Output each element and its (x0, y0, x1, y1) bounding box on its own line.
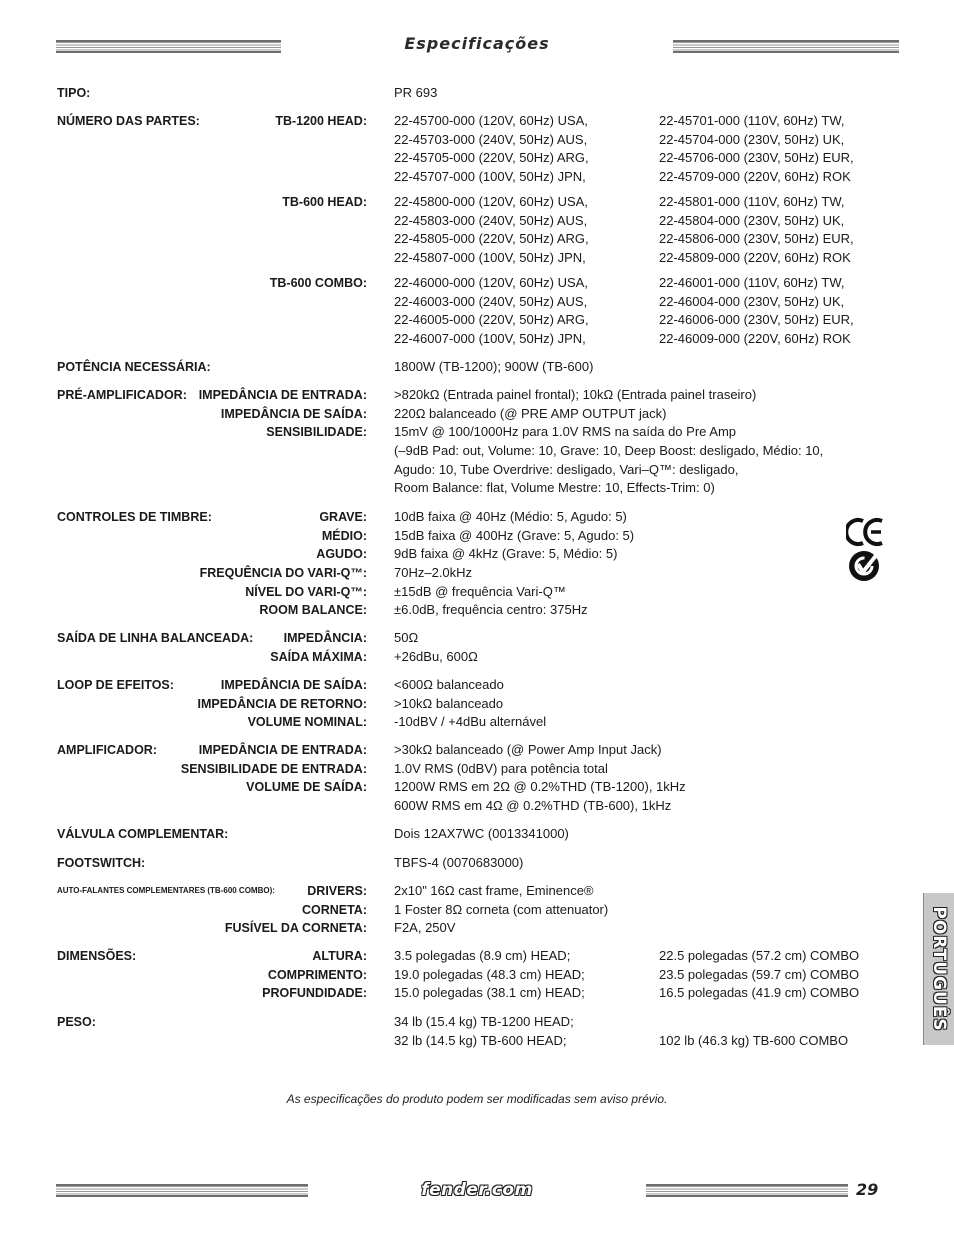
spec-label: VÁLVULA COMPLEMENTAR: (57, 827, 229, 841)
spec-value: 220Ω balanceado (@ PRE AMP OUTPUT jack) (394, 405, 667, 421)
spec-row (0, 386, 954, 498)
spec-label: DIMENSÕES: (57, 949, 137, 963)
spec-sublabel: PROFUNDIDADE: (262, 986, 367, 1001)
spec-sublabel: SENSIBILIDADE DE ENTRADA: (180, 761, 367, 776)
spec-label: LOOP DE EFEITOS: (57, 678, 174, 692)
spec-values-col1 (394, 1013, 574, 1050)
spec-sublabels (0, 386, 367, 442)
spec-row (0, 274, 954, 349)
spec-sublabel: IMPEDÂNCIA: (283, 631, 367, 645)
spec-label: AMPLIFICADOR: (57, 743, 157, 757)
spec-value: 22-45709-000 (220V, 60Hz) ROK (659, 169, 851, 185)
spec-value: 22-46005-000 (220V, 50Hz) ARG, (394, 312, 589, 328)
spec-sublabel: FUSÍVEL DA CORNETA: (224, 921, 367, 936)
spec-value: 32 lb (14.5 kg) TB-600 HEAD; (394, 1032, 567, 1048)
compliance-marks (846, 517, 886, 583)
spec-sublabels (0, 676, 367, 732)
spec-value: 22.5 polegadas (57.2 cm) COMBO (659, 948, 860, 963)
spec-row (0, 508, 954, 620)
spec-value: 23.5 polegadas (59.7 cm) COMBO (659, 966, 860, 982)
spec-label: SAÍDA DE LINHA BALANCEADA: (57, 631, 254, 645)
footnote: As especificações do produto podem ser modificadas sem aviso prévio. (286, 1092, 668, 1106)
spec-sublabel: IMPEDÂNCIA DE ENTRADA: (198, 743, 367, 757)
spec-row (0, 676, 954, 732)
spec-sublabel: IMPEDÂNCIA DE SAÍDA: (220, 678, 367, 692)
spec-sublabel: IMPEDÂNCIA DE RETORNO: (197, 696, 367, 711)
spec-label: POTÊNCIA NECESSÁRIA: (57, 360, 211, 374)
spec-value: 22-45803-000 (240V, 50Hz) AUS, (394, 212, 588, 228)
spec-label: CONTROLES DE TIMBRE: (57, 510, 212, 524)
spec-value: 1200W RMS em 2Ω @ 0.2%THD (TB-1200), 1kHz (394, 779, 686, 795)
spec-sublabel: VOLUME DE SAÍDA: (246, 780, 367, 795)
spec-row (0, 854, 954, 873)
spec-label: TIPO: (57, 86, 91, 100)
spec-value: 9dB faixa @ 4kHz (Grave: 5, Médio: 5) (394, 546, 618, 562)
ce-mark-icon (846, 520, 882, 544)
spec-values-col1 (394, 84, 437, 103)
spec-sublabel: COMPRIMENTO: (267, 967, 367, 982)
spec-value: -10dBV / +4dBu alternável (394, 714, 547, 730)
spec-value: Dois 12AX7WC (0013341000) (394, 826, 569, 841)
spec-sublabels (0, 274, 367, 293)
spec-row (0, 112, 954, 187)
spec-values-col1 (394, 741, 686, 816)
spec-sublabel: ALTURA: (312, 949, 367, 963)
spec-value: <600Ω balanceado (394, 677, 504, 692)
spec-values-col1 (394, 386, 823, 498)
spec-values-col2 (659, 947, 859, 1003)
spec-sublabel: AGUDO: (316, 547, 367, 562)
spec-values-col1 (394, 193, 589, 268)
spec-value: 70Hz–2.0kHz (394, 565, 473, 581)
footer-website[interactable]: fender.com (421, 1180, 533, 1200)
spec-row (0, 882, 954, 938)
spec-value: 1.0V RMS (0dBV) para potência total (394, 760, 608, 776)
spec-value: 22-45704-000 (230V, 50Hz) UK, (659, 131, 845, 147)
spec-value: F2A, 250V (394, 920, 456, 936)
spec-values-col1 (394, 854, 523, 873)
spec-value: 22-46009-000 (220V, 60Hz) ROK (659, 331, 851, 347)
spec-value: 22-46006-000 (230V, 50Hz) EUR, (659, 312, 854, 328)
spec-value: 1 Foster 8Ω corneta (com attenuator) (394, 901, 609, 917)
spec-value: 22-46003-000 (240V, 50Hz) AUS, (394, 293, 588, 309)
spec-sublabel: IMPEDÂNCIA DE ENTRADA: (198, 388, 367, 402)
spec-sublabels (0, 947, 367, 1003)
spec-values-col1 (394, 508, 634, 620)
spec-sublabel: CORNETA: (301, 902, 367, 917)
spec-values-col1 (394, 112, 589, 187)
spec-row (0, 947, 954, 1003)
spec-label: PRÉ-AMPLIFICADOR: (57, 388, 187, 402)
spec-sublabel: SENSIBILIDADE: (266, 425, 367, 440)
spec-sublabel: SAÍDA MÁXIMA: (270, 649, 367, 664)
spec-value: 22-45801-000 (110V, 60Hz) TW, (659, 194, 845, 209)
spec-sublabels (0, 193, 367, 212)
spec-values-col1 (394, 882, 608, 938)
spec-value: 50Ω (394, 630, 419, 645)
spec-sublabel: GRAVE: (319, 510, 367, 524)
spec-sublabel: DRIVERS: (307, 884, 367, 898)
spec-sublabels (0, 741, 367, 797)
spec-value: (–9dB Pad: out, Volume: 10, Grave: 10, Deep Boost: desligado, Médio: 10, (394, 443, 824, 459)
spec-value: TBFS-4 (0070683000) (394, 855, 524, 870)
spec-values-col1 (394, 825, 569, 844)
spec-value: 15mV @ 100/1000Hz para 1.0V RMS na saída do Pre Amp (394, 424, 736, 440)
spec-sublabel: IMPEDÂNCIA DE SAÍDA: (220, 406, 367, 421)
spec-value: 22-45809-000 (220V, 60Hz) ROK (659, 250, 851, 266)
spec-values-col2 (659, 1013, 848, 1050)
spec-value: 22-45800-000 (120V, 60Hz) USA, (394, 194, 588, 209)
spec-value: Room Balance: flat, Volume Mestre: 10, Effects-Trim: 0) (394, 480, 715, 496)
spec-sublabel: VOLUME NOMINAL: (247, 715, 367, 730)
spec-value: >30kΩ balanceado (@ Power Amp Input Jack) (394, 742, 662, 757)
spec-value: 22-45707-000 (100V, 50Hz) JPN, (394, 169, 586, 185)
spec-value: 22-45706-000 (230V, 50Hz) EUR, (659, 150, 854, 166)
spec-value: PR 693 (394, 85, 438, 100)
spec-value: Agudo: 10, Tube Overdrive: desligado, Vari–Q™: desligado, (394, 461, 739, 477)
spec-value: 10dB faixa @ 40Hz (Médio: 5, Agudo: 5) (394, 509, 627, 524)
spec-value: 15.0 polegadas (38.1 cm) HEAD; (394, 985, 585, 1001)
spec-label: PESO: (57, 1015, 96, 1029)
spec-value: 22-45701-000 (110V, 60Hz) TW, (659, 113, 845, 128)
page-number: 29 (856, 1180, 879, 1199)
c-tick-mark-icon (849, 551, 879, 581)
spec-value: 34 lb (15.4 kg) TB-1200 HEAD; (394, 1014, 574, 1029)
spec-value: 22-46000-000 (120V, 60Hz) USA, (394, 275, 588, 290)
spec-value: 3.5 polegadas (8.9 cm) HEAD; (394, 948, 571, 963)
spec-value: 1800W (TB-1200); 900W (TB-600) (394, 359, 594, 374)
spec-value (659, 1013, 848, 1032)
spec-row (0, 193, 954, 268)
spec-row (0, 358, 954, 377)
spec-value: ±15dB @ frequência Vari-Q™ (394, 583, 566, 599)
side-tab-label: PORTUGUÊS (929, 906, 949, 1032)
spec-value: 22-46001-000 (110V, 60Hz) TW, (659, 275, 845, 290)
spec-value: 22-46004-000 (230V, 50Hz) UK, (659, 293, 845, 309)
spec-values-col1 (394, 274, 589, 349)
spec-value: >10kΩ balanceado (394, 695, 504, 711)
spec-value: ±6.0dB, frequência centro: 375Hz (394, 602, 588, 618)
spec-values-col1 (394, 676, 546, 732)
spec-value: 22-45805-000 (220V, 50Hz) ARG, (394, 231, 589, 247)
spec-value: +26dBu, 600Ω (394, 648, 478, 664)
spec-row (0, 741, 954, 816)
spec-values-col2 (659, 112, 854, 187)
spec-sublabel: ROOM BALANCE: (259, 603, 367, 618)
spec-values-col1 (394, 358, 593, 377)
spec-values-col2 (659, 193, 854, 268)
spec-value: >820kΩ (Entrada painel frontal); 10kΩ (Entrada painel traseiro) (394, 387, 757, 402)
spec-row (0, 629, 954, 666)
spec-value: 16.5 polegadas (41.9 cm) COMBO (659, 985, 860, 1001)
spec-value: 102 lb (46.3 kg) TB-600 COMBO (659, 1032, 849, 1048)
spec-sublabels (0, 882, 367, 938)
spec-sublabel: FREQUÊNCIA DO VARI-Q™: (199, 566, 367, 581)
spec-sublabel: TB-600 HEAD: (282, 195, 367, 209)
spec-value: 22-45705-000 (220V, 50Hz) ARG, (394, 150, 589, 166)
spec-label: FOOTSWITCH: (57, 856, 146, 870)
spec-values-col2 (659, 274, 854, 349)
spec-row (0, 1013, 954, 1050)
spec-value: 600W RMS em 4Ω @ 0.2%THD (TB-600), 1kHz (394, 798, 672, 814)
spec-value: 22-45807-000 (100V, 50Hz) JPN, (394, 250, 586, 266)
spec-value: 19.0 polegadas (48.3 cm) HEAD; (394, 966, 585, 982)
spec-value: 2x10" 16Ω cast frame, Eminence® (394, 883, 594, 898)
page-title: Especificações (404, 34, 550, 53)
spec-label: NÚMERO DAS PARTES: (57, 114, 200, 128)
spec-value: 15dB faixa @ 400Hz (Grave: 5, Agudo: 5) (394, 527, 635, 543)
spec-value: 22-45703-000 (240V, 50Hz) AUS, (394, 131, 588, 147)
language-side-tab (923, 893, 954, 1045)
spec-value: 22-45804-000 (230V, 50Hz) UK, (659, 212, 845, 228)
spec-sublabel: NÍVEL DO VARI-Q™: (245, 584, 367, 599)
spec-label: AUTO-FALANTES COMPLEMENTARES (TB-600 COMBO): (57, 886, 275, 895)
spec-sublabels (0, 629, 367, 666)
spec-sublabel: TB-600 COMBO: (269, 276, 367, 290)
spec-sublabel: TB-1200 HEAD: (275, 114, 367, 128)
spec-value: 22-45700-000 (120V, 60Hz) USA, (394, 113, 588, 128)
spec-value: 22-45806-000 (230V, 50Hz) EUR, (659, 231, 854, 247)
spec-row (0, 825, 954, 844)
spec-row (0, 84, 954, 103)
spec-sublabels (0, 508, 367, 620)
spec-sublabels (0, 112, 367, 131)
spec-value: 22-46007-000 (100V, 50Hz) JPN, (394, 331, 586, 347)
spec-values-col1 (394, 947, 585, 1003)
spec-sublabel: MÉDIO: (321, 528, 367, 543)
spec-values-col1 (394, 629, 478, 666)
